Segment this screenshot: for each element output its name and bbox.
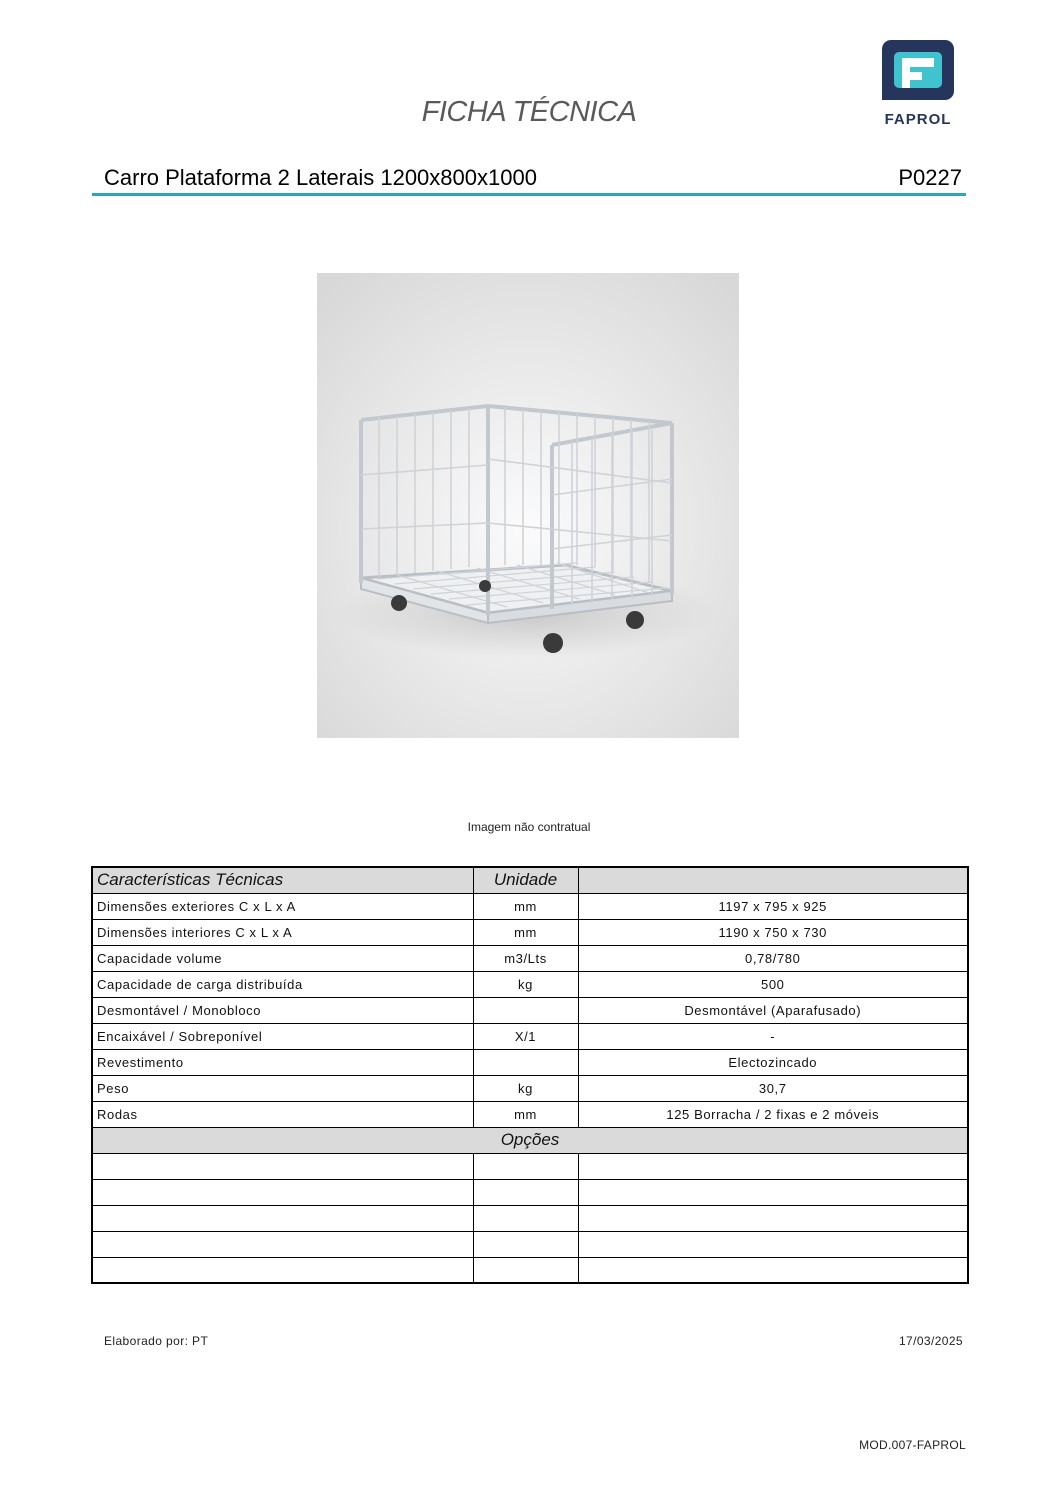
table-cell-unit: mm [473, 1101, 578, 1127]
table-cell-value: Electozincado [578, 1049, 968, 1075]
table-cell-feature [92, 1179, 473, 1205]
table-cell-feature: Dimensões exteriores C x L x A [92, 893, 473, 919]
table-cell-unit [473, 1205, 578, 1231]
table-row [92, 945, 968, 971]
table-cell-feature [92, 1153, 473, 1179]
table-cell-feature: Revestimento [92, 1049, 473, 1075]
table-cell-value: 1197 x 795 x 925 [578, 893, 968, 919]
table-cell-value [578, 1231, 968, 1257]
product-photo [317, 273, 739, 738]
table-cell-value [578, 1153, 968, 1179]
table-cell-unit [473, 1049, 578, 1075]
table-cell-feature: Capacidade volume [92, 945, 473, 971]
table-row [92, 1023, 968, 1049]
table-cell-unit [473, 1257, 578, 1283]
table-cell-unit: mm [473, 893, 578, 919]
table-cell-feature [92, 1231, 473, 1257]
table-cell-feature: Desmontável / Monobloco [92, 997, 473, 1023]
document-title: FICHA TÉCNICA [421, 96, 637, 128]
table-row [92, 997, 968, 1023]
table-cell-value: 1190 x 750 x 730 [578, 919, 968, 945]
header-features: Características Técnicas [92, 867, 473, 893]
table-cell-feature: Encaixável / Sobreponível [92, 1023, 473, 1049]
options-header-row [92, 1127, 968, 1153]
table-cell-value [578, 1205, 968, 1231]
options-label: Opções [92, 1127, 968, 1153]
table-cell-unit: kg [473, 1075, 578, 1101]
table-cell-feature [92, 1257, 473, 1283]
table-row [92, 971, 968, 997]
logo-wordmark: FAPROL [884, 111, 952, 128]
title-divider [92, 193, 966, 196]
table-cell-unit: X/1 [473, 1023, 578, 1049]
header-unit: Unidade [473, 867, 578, 893]
table-cell-value: 0,78/780 [578, 945, 968, 971]
header-value [578, 867, 968, 893]
table-cell-value: 125 Borracha / 2 fixas e 2 móveis [578, 1101, 968, 1127]
table-cell-feature [92, 1205, 473, 1231]
image-disclaimer: Imagem não contratual [467, 820, 591, 834]
table-cell-value [578, 1179, 968, 1205]
table-cell-value: Desmontável (Aparafusado) [578, 997, 968, 1023]
table-row [92, 1179, 968, 1205]
table-cell-feature: Peso [92, 1075, 473, 1101]
table-cell-unit: kg [473, 971, 578, 997]
table-cell-unit: m3/Lts [473, 945, 578, 971]
specifications-table [91, 866, 969, 1284]
table-row [92, 1049, 968, 1075]
table-row [92, 893, 968, 919]
table-row [92, 919, 968, 945]
table-cell-value: - [578, 1023, 968, 1049]
table-cell-feature: Dimensões interiores C x L x A [92, 919, 473, 945]
table-cell-feature: Rodas [92, 1101, 473, 1127]
table-cell-unit [473, 1231, 578, 1257]
document-date: 17/03/2025 [898, 1334, 963, 1348]
table-cell-value: 500 [578, 971, 968, 997]
table-cell-unit [473, 997, 578, 1023]
table-row [92, 1231, 968, 1257]
product-code: P0227 [898, 165, 962, 190]
author-label: Elaborado por: PT [104, 1334, 209, 1348]
table-row [92, 1101, 968, 1127]
table-row [92, 1257, 968, 1283]
table-cell-unit [473, 1153, 578, 1179]
product-name: Carro Plataforma 2 Laterais 1200x800x1000 [104, 165, 537, 190]
table-header-row [92, 867, 968, 893]
table-row [92, 1075, 968, 1101]
table-row [92, 1205, 968, 1231]
form-code: MOD.007-FAPROL [859, 1438, 966, 1452]
table-cell-unit: mm [473, 919, 578, 945]
table-cell-unit [473, 1179, 578, 1205]
table-row [92, 1153, 968, 1179]
cart-illustration-icon [317, 273, 739, 738]
table-cell-value [578, 1257, 968, 1283]
table-cell-value: 30,7 [578, 1075, 968, 1101]
table-cell-feature: Capacidade de carga distribuída [92, 971, 473, 997]
